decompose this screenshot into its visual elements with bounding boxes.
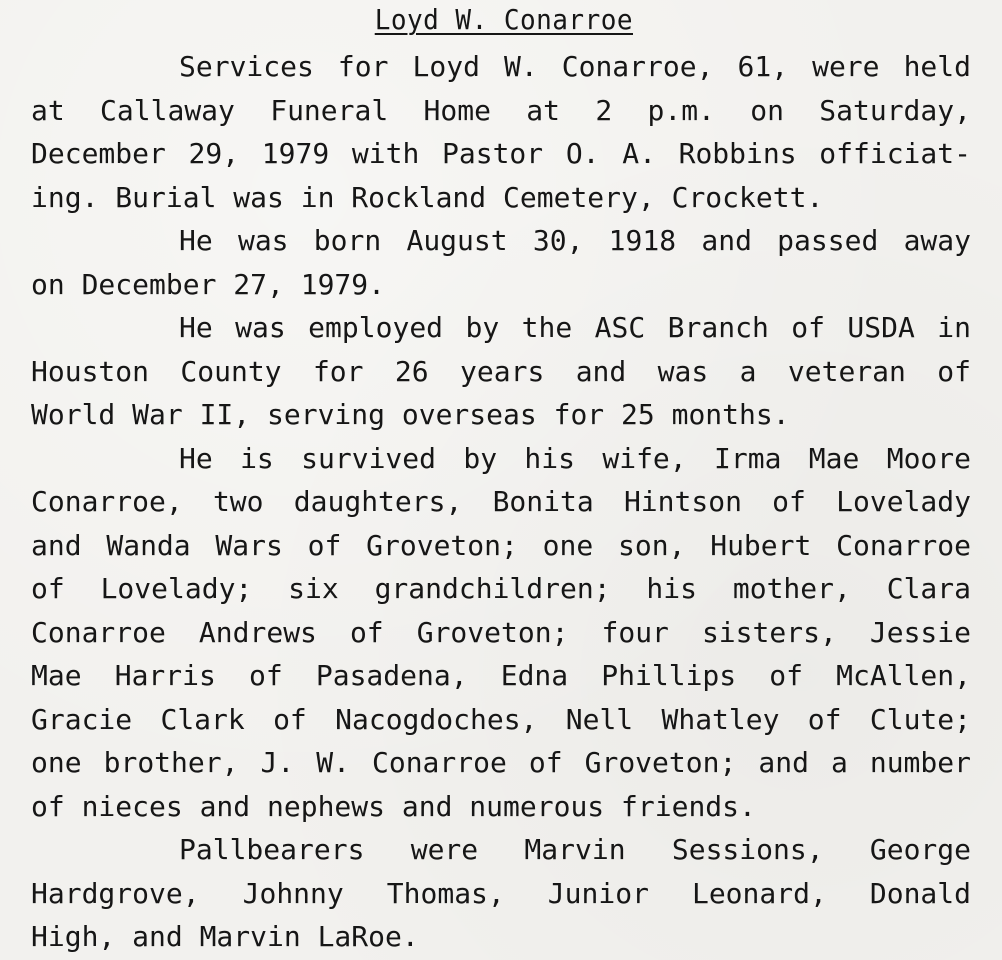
text-line: ing. Burial was in Rockland Cemetery, Crockett. — [31, 180, 824, 214]
text-line: Conarroe Andrews of Groveton; four sisters, Jessie — [31, 615, 971, 649]
text-line: Hardgrove, Johnny Thomas, Junior Leonard, Donald — [31, 876, 971, 910]
text-line: Pallbearers were Marvin Sessions, George — [179, 833, 971, 866]
text-line: Conarroe, two daughters, Bonita Hintson of Lovelady — [31, 485, 971, 518]
text-line: Gracie Clark of Nacogdoches, Nell Whatley of Clute; — [31, 702, 971, 736]
text-line: High, and Marvin LaRoe. — [31, 920, 419, 953]
text-line: on December 27, 1979. — [31, 267, 386, 301]
obituary-body — [31, 45, 971, 959]
text-line: of Lovelady; six grandchildren; his mother, Clara — [31, 572, 971, 605]
obituary-title: Loyd W. Conarroe — [374, 3, 634, 36]
text-line: He was employed by the ASC Branch of USDA in — [179, 311, 971, 344]
text-line: at Callaway Funeral Home at 2 p.m. on Saturday, — [31, 93, 971, 127]
text-line: He was born August 30, 1918 and passed away — [179, 224, 971, 257]
text-line: one brother, J. W. Conarroe of Groveton; and a number — [31, 746, 971, 779]
text-line: December 29, 1979 with Pastor O. A. Robbins officiat- — [31, 137, 971, 170]
text-line: Mae Harris of Pasadena, Edna Phillips of McAllen, — [31, 659, 971, 692]
text-line: Houston County for 26 years and was a veteran of — [31, 354, 971, 388]
text-line: World War II, serving overseas for 25 months. — [31, 398, 790, 431]
text-line: Services for Loyd W. Conarroe, 61, were held — [179, 50, 971, 83]
text-line: of nieces and nephews and numerous friends. — [31, 789, 756, 823]
obituary-title-row — [0, 0, 1002, 44]
text-line: He is survived by his wife, Irma Mae Moore — [179, 441, 971, 475]
text-line: and Wanda Wars of Groveton; one son, Hubert Conarroe — [31, 528, 971, 562]
